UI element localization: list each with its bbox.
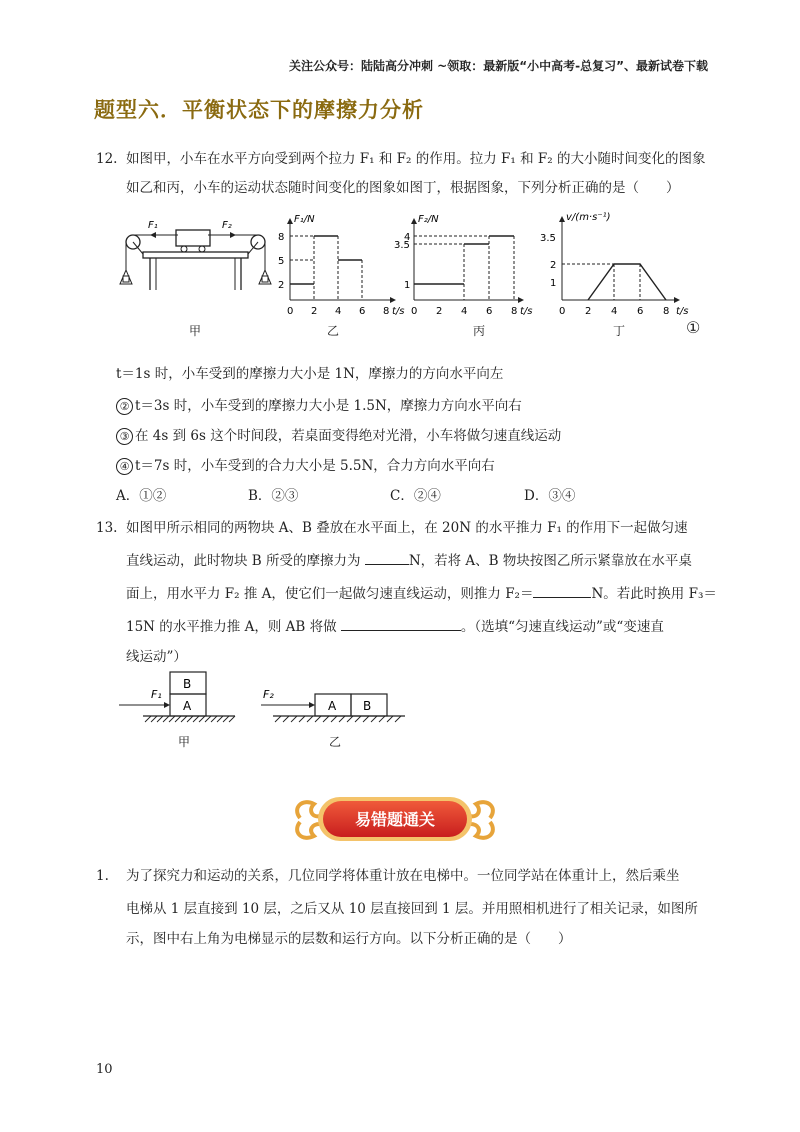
chart-ding	[530, 200, 690, 320]
page-number: 10	[96, 1062, 113, 1077]
q12-statement-3: ③ 在 4s 到 6s 这个时间段，若桌面变得绝对光滑，小车将做匀速直线运动	[116, 420, 561, 452]
q12-statement-1: t＝1s 时，小车受到的摩擦力大小是 1N，摩擦力的方向水平向左	[116, 366, 504, 382]
q1-line1: 为了探究力和运动的关系，几位同学将体重计放在电梯中。一位同学站在体重计上，然后乘坐	[126, 868, 680, 884]
q1-line2: 电梯从 1 层直接到 10 层，之后又从 10 层直接回到 1 层。并用照相机进行了相关记录，如图所	[126, 901, 698, 917]
x-axis-label: t/s	[392, 306, 405, 317]
x-tick-label: 2	[311, 306, 318, 317]
x-tick-label: 2	[436, 306, 443, 317]
force-label: F₁	[151, 688, 162, 701]
marker-2: ②	[116, 398, 133, 415]
x-axis-label: t/s	[520, 306, 533, 317]
q13-fig-label-yi: 乙	[329, 735, 342, 749]
fig-label-jia: 甲	[189, 324, 202, 338]
y-arrow	[287, 218, 293, 224]
section-title: 题型六．平衡状态下的摩擦力分析	[94, 98, 424, 122]
y-tick-label: 3.5	[540, 233, 556, 244]
block-b-label: B	[363, 699, 372, 713]
blank-2[interactable]	[533, 597, 591, 598]
force-f2-label: F₂	[222, 220, 232, 231]
y-tick-label: 4	[404, 232, 411, 243]
x-axis-label: t/s	[676, 306, 689, 317]
chart-yi	[272, 200, 412, 320]
force-label: F₂	[263, 688, 274, 701]
q13-figure-yi	[255, 680, 415, 730]
block-a-label: A	[328, 699, 337, 713]
q13-line3: 面上，用水平力 F₂ 推 A，使它们一起做匀速直线运动，则推力 F₂＝ N。若此时换用 F₃＝	[126, 586, 717, 602]
q13-fig-label-jia: 甲	[178, 735, 191, 749]
x-tick-label: 8	[511, 306, 518, 317]
x-tick-label: 0	[411, 306, 418, 317]
x-tick-label: 0	[559, 306, 566, 317]
x-tick-label: 6	[359, 306, 366, 317]
q12-number: 12.	[96, 151, 118, 167]
fig-label-yi: 乙	[327, 324, 340, 338]
marker-3: ③	[116, 428, 133, 445]
q12-stem-line1: 如图甲，小车在水平方向受到两个拉力 F₁ 和 F₂ 的作用。拉力 F₁ 和 F₂ 的大小随时间变化的图象	[126, 151, 706, 167]
y-tick-label: 2	[278, 280, 285, 291]
marker-4: ④	[116, 458, 133, 475]
q12-figure-jia	[118, 212, 273, 297]
page-header: 关注公众号：陆陆高分冲刺 ~领取：最新版“小中高考-总复习”、最新试卷下载	[289, 59, 708, 73]
chart-bing	[392, 200, 542, 320]
y-tick-label: 5	[278, 256, 285, 267]
y-tick-label: 1	[550, 278, 557, 289]
x-tick-label: 6	[486, 306, 493, 317]
q13-line4: 15N 的水平推力推 A，则 AB 将做 。（选填“匀速直线运动”或“变速直	[126, 619, 664, 635]
option-marker-1: ①	[686, 318, 701, 337]
q1-line3: 示，图中右上角为电梯显示的层数和运行方向。以下分析正确的是（ ）	[126, 931, 572, 947]
x-tick-label: 8	[663, 306, 670, 317]
q1-number: 1.	[96, 868, 109, 884]
fig-label-ding: 丁	[613, 324, 626, 338]
banner-text: 易错题通关	[354, 810, 436, 829]
q13-figure-jia	[115, 668, 240, 733]
q13-number: 13.	[96, 520, 118, 536]
x-tick-label: 4	[461, 306, 468, 317]
option-b[interactable]: B．②③	[248, 488, 299, 504]
y-axis-label: F₂/N	[418, 214, 439, 225]
option-d[interactable]: D．③④	[524, 488, 576, 504]
y-tick-label: 2	[550, 260, 557, 271]
x-tick-label: 4	[335, 306, 342, 317]
option-a[interactable]: A．①②	[116, 488, 167, 504]
block-b-label: B	[183, 677, 192, 691]
y-arrow	[411, 218, 417, 224]
y-tick-label: 1	[404, 280, 411, 291]
q13-line1: 如图甲所示相同的两物块 A、B 叠放在水平面上，在 20N 的水平推力 F₁ 的作用下一起做匀速	[126, 520, 688, 536]
x-tick-label: 4	[611, 306, 618, 317]
force-f1-label: F₁	[148, 220, 158, 231]
option-c[interactable]: C．②④	[390, 488, 441, 504]
block-a-label: A	[183, 699, 192, 713]
y-arrow	[559, 216, 565, 222]
y-axis-label: v/(m·s⁻¹)	[566, 212, 611, 223]
q12-statement-4: ④ t＝7s 时，小车受到的合力大小是 5.5N，合力方向水平向右	[116, 450, 495, 482]
y-axis-label: F₁/N	[294, 214, 315, 225]
q13-line2: 直线运动，此时物块 B 所受的摩擦力为 N，若将 A、B 物块按图乙所示紧靠放在水平桌	[126, 553, 692, 569]
q12-statement-2: ② t＝3s 时，小车受到的摩擦力大小是 1.5N，摩擦力方向水平向右	[116, 390, 522, 422]
fig-label-bing: 丙	[473, 324, 486, 338]
x-arrow	[674, 297, 680, 303]
blank-3[interactable]	[341, 630, 461, 631]
x-tick-label: 0	[287, 306, 294, 317]
velocity-line	[588, 264, 666, 300]
x-tick-label: 6	[637, 306, 644, 317]
x-tick-label: 8	[383, 306, 390, 317]
q12-stem-line2: 如乙和丙，小车的运动状态随时间变化的图象如图丁，根据图象，下列分析正确的是（ ）	[126, 180, 680, 196]
y-tick-label: 8	[278, 232, 285, 243]
y-tick-label: 3.5	[394, 240, 410, 251]
x-arrow	[518, 297, 524, 303]
blank-1[interactable]	[365, 564, 409, 565]
banner-easy-mistakes	[290, 788, 500, 850]
x-tick-label: 2	[585, 306, 592, 317]
q13-line5: 线运动”）	[126, 649, 187, 665]
